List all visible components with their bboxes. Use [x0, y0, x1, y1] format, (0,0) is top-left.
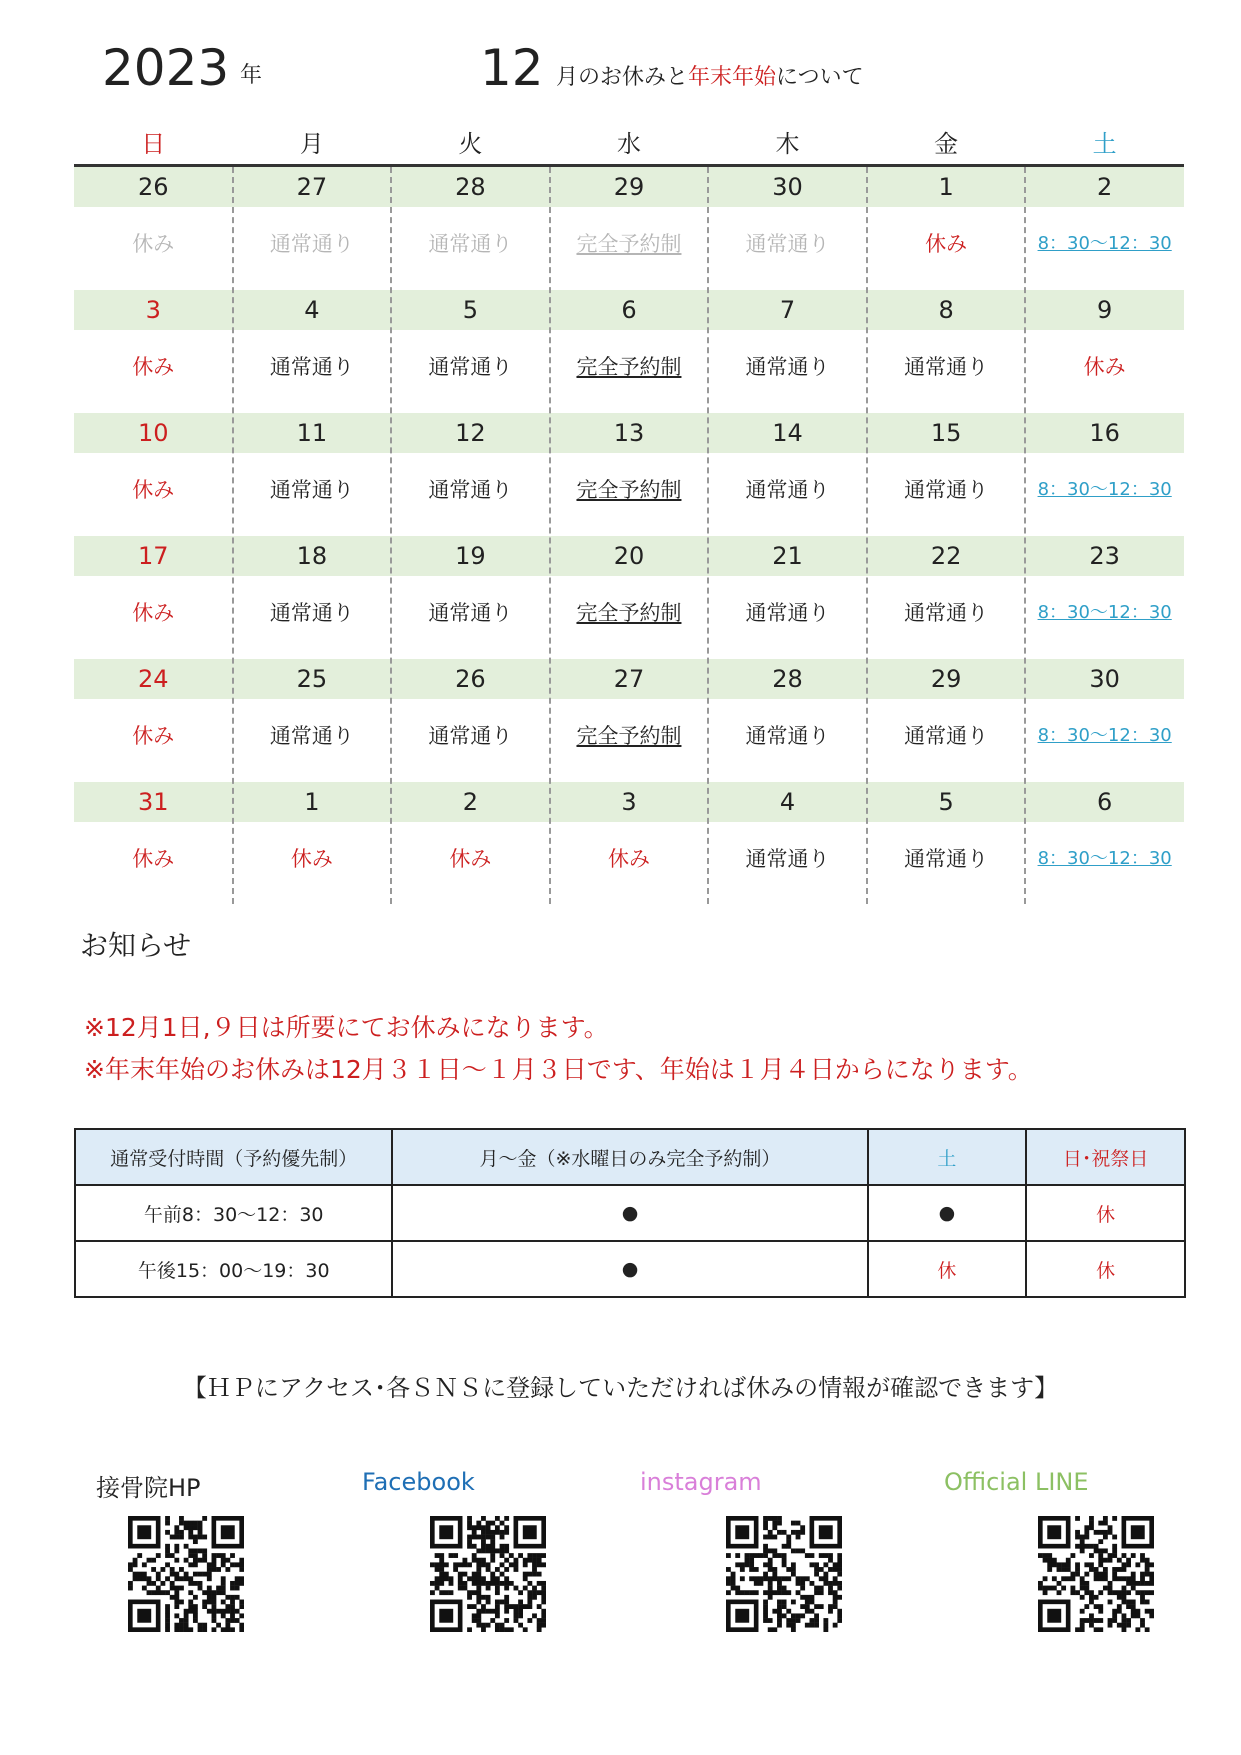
weekday-0: 日 — [141, 130, 166, 158]
hours-cell: 休 — [1026, 1241, 1185, 1297]
hours-cell: ● — [868, 1185, 1027, 1241]
day-number: 4 — [304, 296, 320, 324]
day-status: 通常通り — [745, 724, 830, 748]
day-number: 6 — [621, 296, 637, 324]
day-status: 通常通り — [269, 601, 354, 625]
day-number: 4 — [779, 788, 796, 816]
day-status: 休み — [132, 847, 175, 871]
hours-head-time: 通常受付時間（予約優先制） — [75, 1129, 392, 1185]
day-number: 27 — [296, 173, 328, 201]
column-divider — [232, 167, 234, 904]
day-number: 31 — [138, 788, 169, 816]
day-number: 2 — [462, 788, 479, 816]
calendar-day — [708, 659, 867, 782]
day-status: 休み — [290, 847, 333, 871]
calendar-day — [708, 536, 867, 659]
day-status: 通常通り — [745, 847, 830, 871]
calendar-day — [233, 536, 392, 659]
day-status: 通常通り — [269, 232, 354, 256]
day-number: 27 — [613, 665, 645, 693]
day-number: 30 — [772, 173, 803, 201]
day-number: 20 — [613, 542, 645, 570]
day-number: 28 — [455, 173, 486, 201]
calendar-week — [74, 167, 1184, 290]
day-number: 18 — [296, 542, 328, 570]
column-divider — [866, 167, 868, 904]
day-status: 休み — [132, 232, 175, 256]
day-number: 13 — [613, 419, 645, 447]
day-number: 11 — [296, 419, 328, 447]
weekday-6: 土 — [1092, 130, 1117, 158]
calendar-day — [1025, 290, 1184, 413]
calendar-day — [550, 290, 709, 413]
day-number: 1 — [938, 173, 954, 201]
day-number: 17 — [138, 542, 169, 570]
calendar-day — [233, 167, 392, 290]
day-number: 25 — [296, 665, 328, 693]
calendar-day — [708, 167, 867, 290]
day-status: 通常通り — [745, 355, 830, 379]
day-status: 休み — [449, 847, 492, 871]
hours-table — [74, 1128, 1186, 1298]
day-number: 24 — [138, 665, 169, 693]
calendar-day — [74, 413, 233, 536]
column-divider — [1024, 167, 1026, 904]
day-number: 21 — [772, 542, 803, 570]
calendar-day — [867, 659, 1026, 782]
notice-line-1: ※12月1日,９日は所要にてお休みになります。 — [84, 1013, 609, 1042]
title-part-c: について — [776, 65, 864, 90]
day-number: 9 — [1097, 296, 1113, 324]
calendar-day — [391, 782, 550, 905]
column-divider — [707, 167, 709, 904]
day-status: 通常通り — [745, 232, 830, 256]
calendar-day — [867, 290, 1026, 413]
day-number: 10 — [138, 419, 169, 447]
calendar — [74, 124, 1184, 904]
calendar-day — [391, 167, 550, 290]
calendar-day — [550, 659, 709, 782]
day-number: 3 — [145, 296, 161, 324]
calendar-day — [867, 167, 1026, 290]
day-number: 29 — [930, 665, 962, 693]
hours-head-saturday: 土 — [868, 1129, 1027, 1185]
day-status: 完全予約制 — [576, 478, 682, 502]
calendar-day — [233, 659, 392, 782]
day-status: 通常通り — [269, 478, 354, 502]
link-label-hp: 接骨院HP — [96, 1474, 201, 1502]
day-status: 通常通り — [745, 601, 830, 625]
hours-cell: 午後15：00～19：30 — [75, 1241, 392, 1297]
title-part-a: 月のお休みと — [556, 65, 689, 90]
calendar-day — [550, 782, 709, 905]
day-status: 通常通り — [745, 478, 830, 502]
calendar-day — [233, 413, 392, 536]
day-status: 通常通り — [904, 601, 989, 625]
hours-head-weekday: 月～金（※水曜日のみ完全予約制） — [392, 1129, 867, 1185]
day-number: 28 — [772, 665, 803, 693]
calendar-day — [74, 290, 233, 413]
column-divider — [390, 167, 392, 904]
year-suffix: 年 — [240, 63, 263, 88]
day-status: 休み — [1083, 355, 1126, 379]
calendar-day — [1025, 659, 1184, 782]
hours-table-header — [75, 1129, 1185, 1185]
day-status: 休み — [132, 724, 175, 748]
day-number: 8 — [938, 296, 954, 324]
day-status: 完全予約制 — [576, 724, 682, 748]
day-status: 通常通り — [269, 724, 354, 748]
hours-row-morning — [75, 1185, 1185, 1241]
day-status: 休み — [925, 232, 968, 256]
calendar-week — [74, 413, 1184, 536]
sns-note: 【ＨＰにアクセス･各ＳＮＳに登録していただければ休みの情報が確認できます】 — [182, 1374, 1059, 1402]
day-status: 完全予約制 — [576, 355, 682, 379]
day-status: 休み — [607, 847, 650, 871]
day-status: 通常通り — [904, 724, 989, 748]
calendar-day — [867, 536, 1026, 659]
day-status[interactable]: 8：30～12：30 — [1037, 725, 1172, 746]
day-number: 22 — [930, 542, 962, 570]
calendar-day — [1025, 782, 1184, 905]
calendar-week — [74, 290, 1184, 413]
link-label-line: Official LINE — [944, 1468, 1089, 1496]
day-number: 1 — [304, 788, 320, 816]
hours-cell: 休 — [868, 1241, 1027, 1297]
calendar-day — [1025, 536, 1184, 659]
day-number: 26 — [138, 173, 169, 201]
calendar-day — [391, 536, 550, 659]
day-number: 7 — [779, 296, 796, 324]
day-number: 2 — [1097, 173, 1113, 201]
calendar-day — [708, 782, 867, 905]
day-status[interactable]: 8：30～12：30 — [1037, 848, 1172, 869]
hours-cell: 午前8：30～12：30 — [75, 1185, 392, 1241]
day-status: 通常通り — [904, 847, 989, 871]
weekday-5: 金 — [934, 130, 959, 158]
day-status[interactable]: 8：30～12：30 — [1037, 479, 1172, 500]
page-title — [556, 60, 864, 91]
day-status: 通常通り — [428, 601, 513, 625]
calendar-day — [867, 413, 1026, 536]
calendar-day — [708, 413, 867, 536]
day-number: 5 — [462, 296, 479, 324]
weekday-3: 水 — [616, 130, 641, 158]
calendar-day — [233, 782, 392, 905]
calendar-day — [74, 536, 233, 659]
column-divider — [549, 167, 551, 904]
link-label-facebook: Facebook — [362, 1468, 475, 1496]
day-number: 5 — [938, 788, 954, 816]
notice-line-2: ※年末年始のお休みは12月３１日～１月３日です、年始は１月４日からになります。 — [84, 1055, 1033, 1084]
calendar-day — [391, 413, 550, 536]
day-number: 30 — [1089, 665, 1120, 693]
calendar-day — [867, 782, 1026, 905]
qr-code-hp[interactable] — [128, 1516, 244, 1632]
calendar-day — [74, 659, 233, 782]
qr-code-line[interactable] — [1038, 1516, 1154, 1632]
day-number: 12 — [455, 419, 486, 447]
hours-cell: ● — [392, 1241, 867, 1297]
calendar-day — [74, 782, 233, 905]
notice-title: お知らせ — [80, 929, 192, 962]
calendar-week — [74, 782, 1184, 905]
calendar-day — [391, 290, 550, 413]
calendar-day — [1025, 413, 1184, 536]
calendar-day — [708, 290, 867, 413]
calendar-week — [74, 659, 1184, 782]
calendar-day — [233, 290, 392, 413]
hours-cell: ● — [392, 1185, 867, 1241]
day-number: 14 — [772, 419, 803, 447]
calendar-day — [550, 536, 709, 659]
hours-cell: 休 — [1026, 1185, 1185, 1241]
day-status: 通常通り — [428, 724, 513, 748]
weekday-1: 月 — [299, 130, 324, 158]
weekday-2: 火 — [458, 130, 483, 158]
calendar-day — [1025, 167, 1184, 290]
day-status[interactable]: 8：30～12：30 — [1037, 233, 1172, 254]
day-status: 休み — [132, 601, 175, 625]
day-status: 通常通り — [428, 232, 513, 256]
year: 2023 — [102, 39, 230, 97]
day-number: 26 — [455, 665, 486, 693]
day-status: 完全予約制 — [576, 232, 682, 256]
day-status[interactable]: 8：30～12：30 — [1037, 602, 1172, 623]
day-number: 23 — [1089, 542, 1120, 570]
day-status: 通常通り — [904, 478, 989, 502]
month: 12 — [480, 39, 544, 97]
day-status: 通常通り — [428, 355, 513, 379]
day-number: 15 — [930, 419, 962, 447]
weekday-header — [74, 124, 1184, 164]
day-number: 29 — [613, 173, 645, 201]
day-status: 通常通り — [269, 355, 354, 379]
calendar-week — [74, 536, 1184, 659]
qr-code-facebook[interactable] — [430, 1516, 546, 1632]
link-label-instagram: instagram — [640, 1468, 762, 1496]
weekday-4: 木 — [775, 130, 800, 158]
calendar-day — [550, 413, 709, 536]
day-number: 6 — [1097, 788, 1113, 816]
calendar-day — [74, 167, 233, 290]
calendar-day — [550, 167, 709, 290]
day-status: 通常通り — [904, 355, 989, 379]
calendar-day — [391, 659, 550, 782]
day-status: 休み — [132, 478, 175, 502]
day-number: 3 — [621, 788, 637, 816]
hours-row-afternoon — [75, 1241, 1185, 1297]
day-status: 完全予約制 — [576, 601, 682, 625]
title-part-b: 年末年始 — [688, 65, 777, 90]
day-status: 通常通り — [428, 478, 513, 502]
day-number: 19 — [455, 542, 486, 570]
hours-head-holiday: 日･祝祭日 — [1026, 1129, 1185, 1185]
day-status: 休み — [132, 355, 175, 379]
qr-code-instagram[interactable] — [726, 1516, 842, 1632]
day-number: 16 — [1089, 419, 1120, 447]
